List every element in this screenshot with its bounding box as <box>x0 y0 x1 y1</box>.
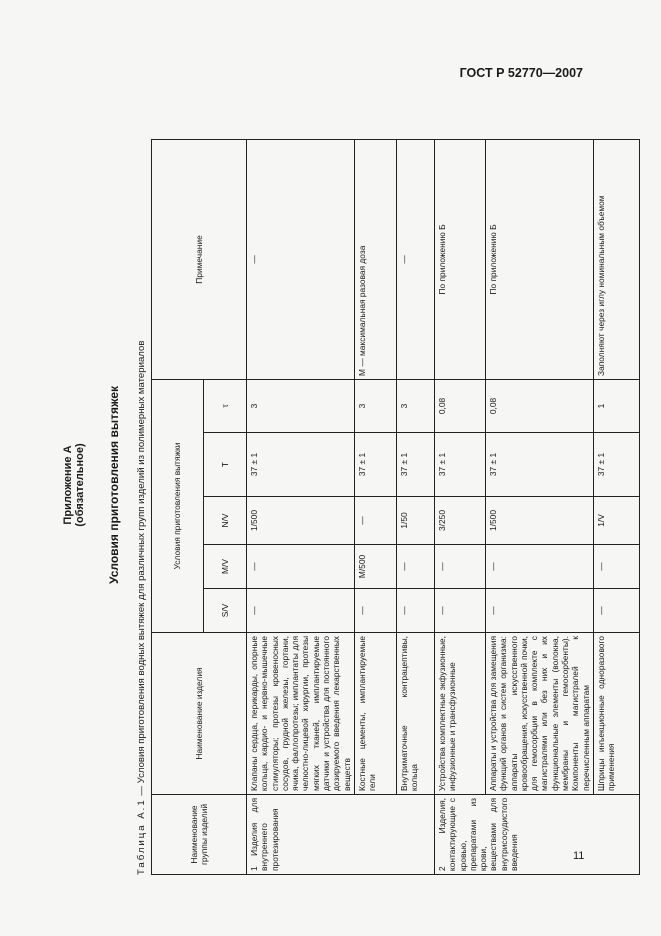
group-2-name: 2 Изделия, контактирующие с кровью, препаратами из крови, веществами для внутрисосудистого введения <box>434 795 639 875</box>
tau-cell: 0,08 <box>485 379 593 432</box>
sv-cell: — <box>396 589 434 633</box>
product-cell: Аппараты и устройства для замещения функций органов и систем организма: аппараты искусственного кровообращения, искусственной почки, для гемосорбции в комплекте с магистралями или без них и их функциональные элементы (волокна, мембраны и гемосорбенты). Компоненты магистралей к перечисленным аппаратам <box>485 633 593 795</box>
table-row <box>434 139 485 874</box>
nv-cell: 1/500 <box>485 497 593 545</box>
note-cell: Заполняют через иглу номинальным объемом <box>593 139 639 379</box>
tau-cell: 3 <box>354 379 396 432</box>
nv-cell: — <box>354 497 396 545</box>
t-cell: 37 ± 1 <box>485 433 593 497</box>
annex-heading <box>62 95 86 875</box>
tau-cell: 1 <box>593 379 639 432</box>
t-cell: 37 ± 1 <box>593 433 639 497</box>
mv-cell: — <box>434 545 485 589</box>
col-tau-header: τ <box>204 379 247 432</box>
t-cell: 37 ± 1 <box>247 433 355 497</box>
sv-cell: — <box>485 589 593 633</box>
note-cell: По приложению Б <box>485 139 593 379</box>
sv-cell: — <box>354 589 396 633</box>
header-row-1 <box>152 139 204 874</box>
note-cell: — <box>247 139 355 379</box>
note-cell: — <box>396 139 434 379</box>
note-cell: М — максимальная разовая доза <box>354 139 396 379</box>
table-row <box>354 139 396 874</box>
annex-status: (обязательное) <box>74 443 86 527</box>
sv-cell: — <box>434 589 485 633</box>
section-title: Условия приготовления вытяжек <box>107 386 121 584</box>
col-t-header: T <box>204 433 247 497</box>
annex-title: Приложение А <box>62 445 74 525</box>
col-sv-header: S/V <box>204 589 247 633</box>
standard-designation: ГОСТ Р 52770—2007 <box>459 66 583 80</box>
nv-cell: 1/500 <box>247 497 355 545</box>
table-row <box>396 139 434 874</box>
mv-cell: — <box>593 545 639 589</box>
table-caption <box>136 341 147 875</box>
table-row <box>247 139 355 874</box>
t-cell: 37 ± 1 <box>434 433 485 497</box>
group-1-name: 1 Изделия для внутреннего протезирования <box>247 795 435 875</box>
product-cell: Клапаны сердца, перикарды, опорные кольца, кардио- и нервно-мышечные стимуляторы; протезы кровеносных сосудов, грудной железы, гортани, ячика, фаллопротезы; имплантаты для челюстно-лицевой хирургии, протезы мягких тканей, имплантируемые датчики и устройства для постоянного дозируемого введения лекарственных веществ <box>247 633 355 795</box>
product-cell: Внутриматочные контрацептивы, кольца <box>396 633 434 795</box>
mv-cell: M/500 <box>354 545 396 589</box>
table-caption-prefix: Таблица А.1 <box>136 798 147 875</box>
tau-cell: 0,08 <box>434 379 485 432</box>
sv-cell: — <box>247 589 355 633</box>
col-note-header: Примечание <box>152 139 247 379</box>
t-cell: 37 ± 1 <box>354 433 396 497</box>
table-row <box>593 139 639 874</box>
page-number: 11 <box>573 850 585 862</box>
product-cell: Костные цементы, имплантируемые гели <box>354 633 396 795</box>
tau-cell: 3 <box>247 379 355 432</box>
product-cell: Устройства комплектные экфузионные, инфузионные и трансфузионные <box>434 633 485 795</box>
table-row <box>485 139 593 874</box>
sv-cell: — <box>593 589 639 633</box>
table-caption-text: — Условия приготовления водных вытяжек для различных групп изделий из полимерных материалов <box>136 340 147 799</box>
mv-cell: — <box>485 545 593 589</box>
col-product-header: Наименование изделия <box>152 633 247 795</box>
product-cell: Шприцы инъекционные одноразового применения <box>593 633 639 795</box>
tau-cell: 3 <box>396 379 434 432</box>
nv-cell: 1/50 <box>396 497 434 545</box>
col-conditions-header: Условия приготовления вытяжки <box>152 379 204 632</box>
mv-cell: — <box>247 545 355 589</box>
t-cell: 37 ± 1 <box>396 433 434 497</box>
nv-cell: 1/V <box>593 497 639 545</box>
col-nv-header: N/V <box>204 497 247 545</box>
rotated-sheet <box>52 95 617 875</box>
nv-cell: 3/250 <box>434 497 485 545</box>
note-cell: По приложению Б <box>434 139 485 379</box>
col-group-header: Наименование группы изделий <box>152 795 247 875</box>
col-mv-header: M/V <box>204 545 247 589</box>
conditions-table <box>151 139 640 875</box>
mv-cell: — <box>396 545 434 589</box>
